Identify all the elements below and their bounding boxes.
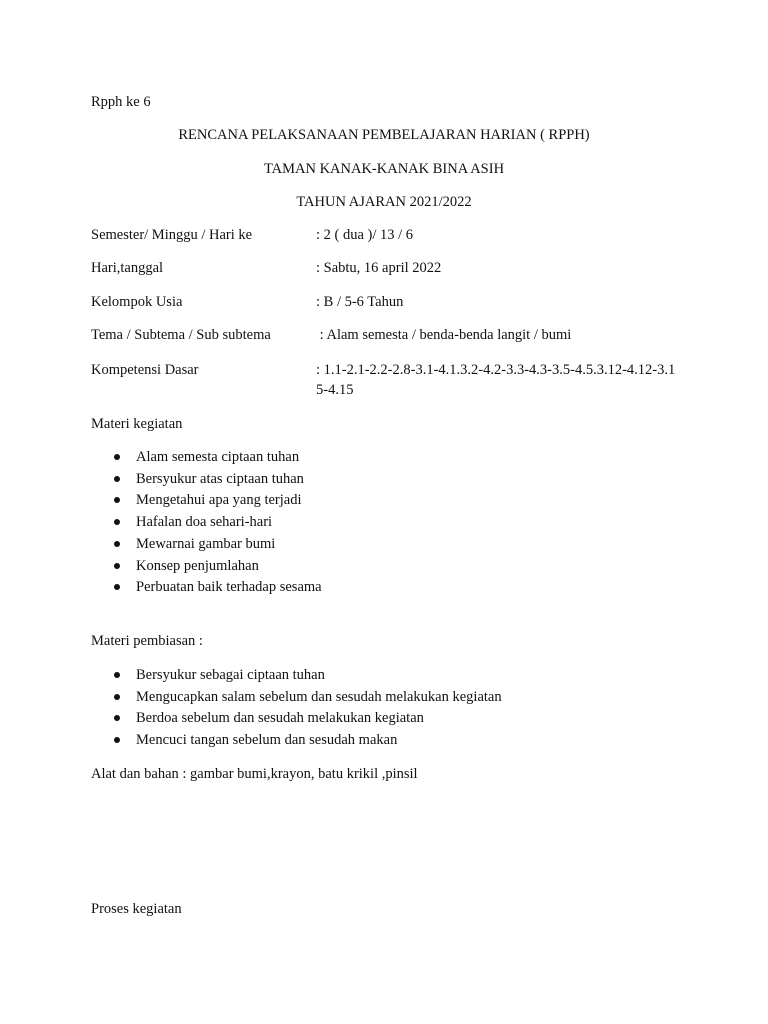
list-item: Hafalan doa sehari-hari: [0, 512, 322, 534]
materi-pembiasan-heading: Materi pembiasan :: [91, 633, 203, 649]
field-value-theme: : Alam semesta / benda-benda langit / bumi: [316, 327, 572, 343]
alat-bahan: Alat dan bahan : gambar bumi,krayon, batu krikil ,pinsil: [91, 766, 418, 782]
list-item: Bersyukur atas ciptaan tuhan: [0, 469, 322, 491]
school-name: TAMAN KANAK-KANAK BINA ASIH: [263, 161, 505, 177]
field-value-semester: : 2 ( dua )/ 13 / 6: [316, 227, 414, 243]
academic-year: TAHUN AJARAN 2021/2022: [296, 194, 472, 210]
list-item: Mewarnai gambar bumi: [0, 534, 322, 556]
bullet-icon: [114, 519, 120, 525]
list-item: Berdoa sebelum dan sesudah melakukan kegiatan: [0, 708, 502, 730]
field-label-group: Kelompok Usia: [91, 294, 183, 310]
field-value-competency: : 1.1-2.1-2.2-2.8-3.1-4.1.3.2-4.2-3.3-4.3-3.5-4.5.3.12-4.12-3.15-4.15: [316, 362, 676, 398]
bullet-icon: [114, 476, 120, 482]
bullet-icon: [114, 672, 120, 678]
bullet-icon: [114, 737, 120, 743]
field-label-date: Hari,tanggal: [91, 260, 164, 276]
bullet-icon: [114, 563, 120, 569]
document-title: RENCANA PELAKSANAAN PEMBELAJARAN HARIAN ( RPPH): [178, 127, 590, 143]
proses-kegiatan-heading: Proses kegiatan: [91, 901, 182, 917]
bullet-icon: [114, 454, 120, 460]
field-label-competency: Kompetensi Dasar: [91, 362, 199, 378]
materi-kegiatan-heading: Materi kegiatan: [91, 416, 183, 432]
list-item: Bersyukur sebagai ciptaan tuhan: [0, 665, 502, 687]
bullet-icon: [114, 584, 120, 590]
rpph-number: Rpph ke 6: [91, 94, 151, 110]
list-item: Mengucapkan salam sebelum dan sesudah melakukan kegiatan: [0, 687, 502, 709]
bullet-icon: [114, 715, 120, 721]
field-value-date: : Sabtu, 16 april 2022: [316, 260, 442, 276]
bullet-icon: [114, 497, 120, 503]
bullet-icon: [114, 541, 120, 547]
list-item: Alam semesta ciptaan tuhan: [0, 447, 322, 469]
list-item: Mencuci tangan sebelum dan sesudah makan: [0, 730, 502, 752]
field-label-semester: Semester/ Minggu / Hari ke: [91, 227, 253, 243]
list-item: Konsep penjumlahan: [0, 556, 322, 578]
bullet-icon: [114, 694, 120, 700]
materi-pembiasan-list: [0, 665, 502, 752]
list-item: Perbuatan baik terhadap sesama: [0, 577, 322, 599]
materi-kegiatan-list: [0, 447, 322, 599]
field-label-theme: Tema / Subtema / Sub subtema: [91, 327, 271, 343]
list-item: Mengetahui apa yang terjadi: [0, 490, 322, 512]
field-value-group: : B / 5-6 Tahun: [316, 294, 404, 310]
